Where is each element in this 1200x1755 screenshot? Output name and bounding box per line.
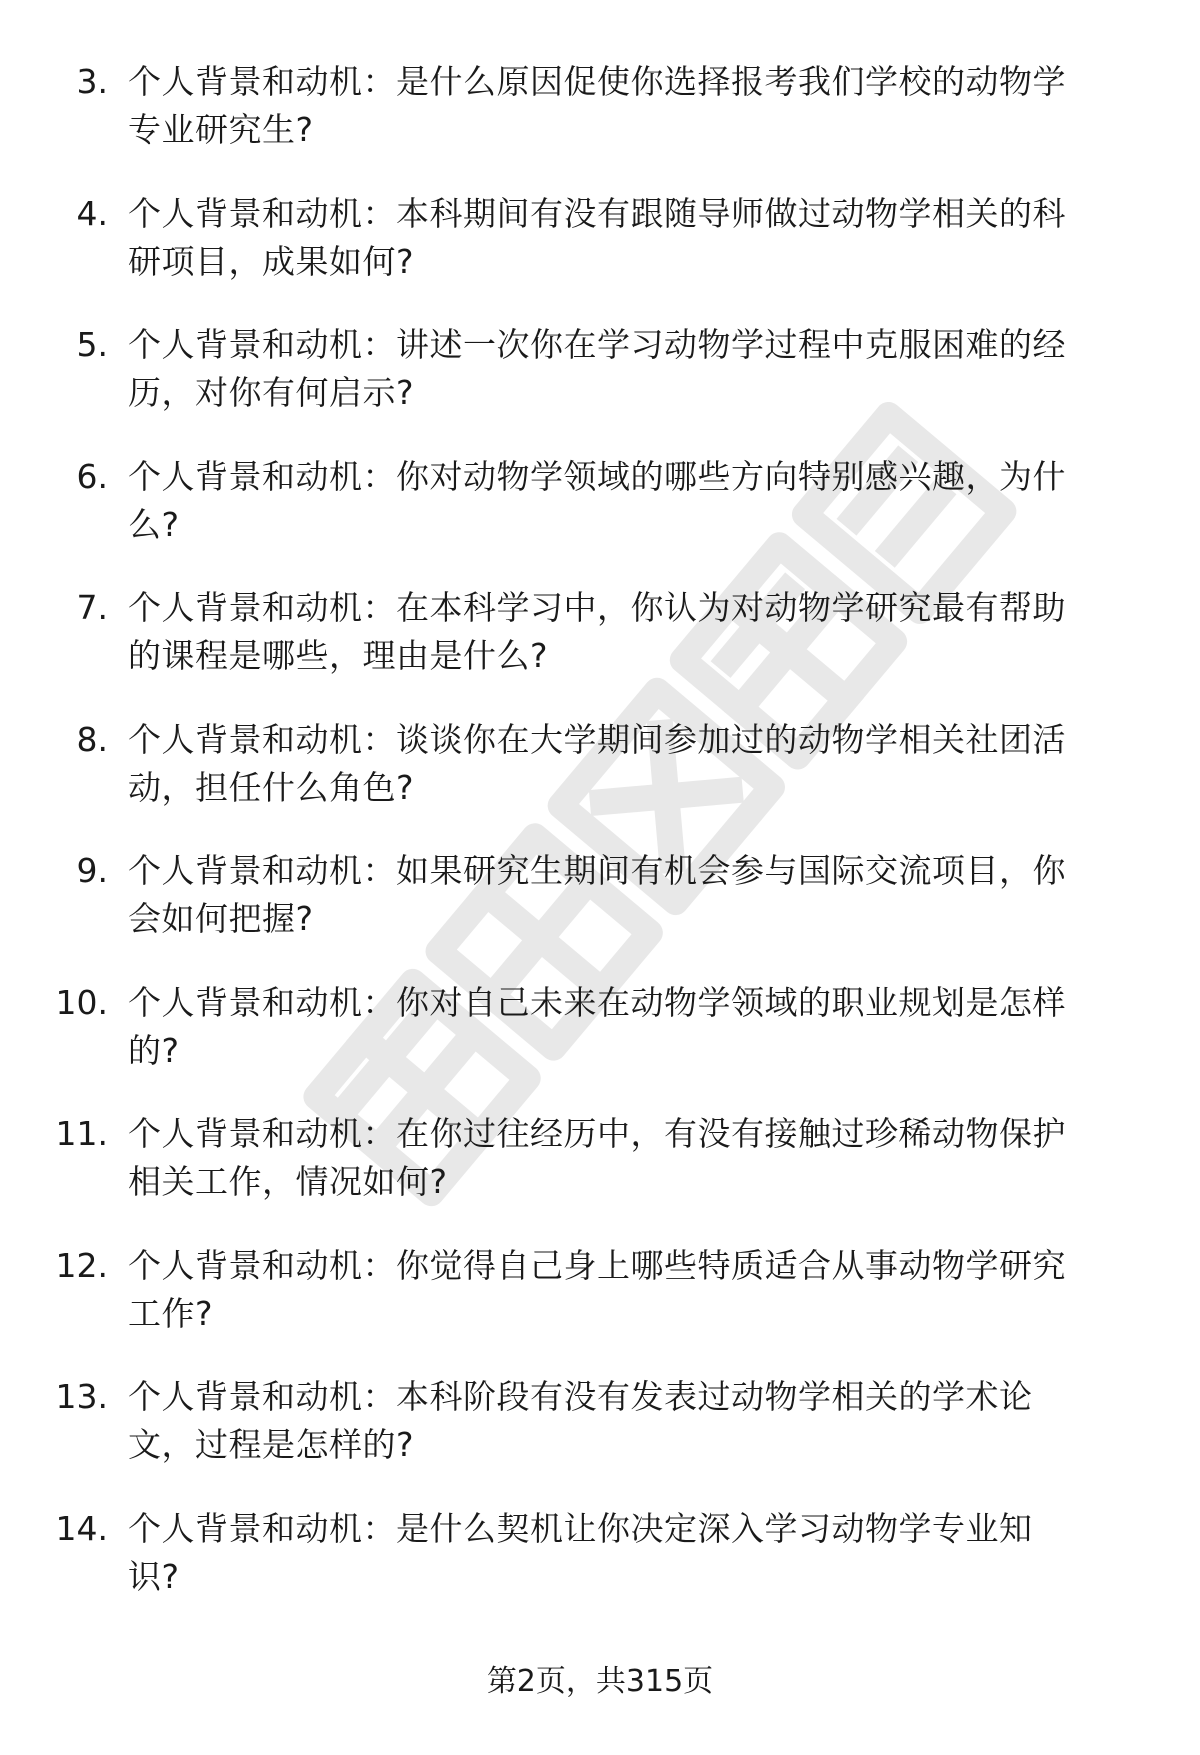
list-item xyxy=(0,979,1200,1111)
list-item xyxy=(0,453,1200,585)
question-line: 个人背景和动机：本科阶段有没有发表过动物学相关的学术论 xyxy=(128,1377,1033,1416)
list-item xyxy=(0,716,1200,848)
question-number: 6. xyxy=(76,456,108,496)
question-text xyxy=(128,453,1138,549)
question-text xyxy=(128,716,1138,812)
list-item xyxy=(0,1110,1200,1242)
list-item xyxy=(0,584,1200,716)
question-line: 个人背景和动机：本科期间有没有跟随导师做过动物学相关的科 xyxy=(128,193,1066,233)
question-number: 13. xyxy=(55,1377,108,1416)
question-line: 个人背景和动机：讲述一次你在学习动物学过程中克服困难的经 xyxy=(128,325,1066,364)
question-text xyxy=(128,1373,1138,1469)
question-number: 4. xyxy=(76,193,108,233)
question-text xyxy=(128,584,1138,680)
question-number: 11. xyxy=(55,1114,108,1153)
question-line: 个人背景和动机：你觉得自己身上哪些特质适合从事动物学研究 xyxy=(128,1245,1066,1285)
question-line: 识? xyxy=(128,1556,180,1596)
question-number: 8. xyxy=(76,719,108,759)
question-text xyxy=(128,1505,1138,1601)
question-line: 文，过程是怎样的? xyxy=(128,1425,415,1464)
question-text xyxy=(128,1242,1138,1338)
question-line: 个人背景和动机：你对动物学领域的哪些方向特别感兴趣，为什 xyxy=(128,456,1066,496)
list-item xyxy=(0,58,1200,190)
question-text xyxy=(128,979,1138,1075)
list-item xyxy=(0,847,1200,979)
question-line: 工作? xyxy=(128,1293,214,1333)
question-number: 7. xyxy=(76,588,108,627)
question-number: 12. xyxy=(55,1245,108,1285)
question-list xyxy=(0,58,1200,1636)
question-text xyxy=(128,847,1138,943)
question-line: 个人背景和动机：如果研究生期间有机会参与国际交流项目，你 xyxy=(128,851,1066,890)
question-line: 动，担任什么角色? xyxy=(128,767,415,807)
question-text xyxy=(128,1110,1138,1206)
question-number: 10. xyxy=(55,982,108,1022)
question-line: 的课程是哪些，理由是什么? xyxy=(128,636,549,675)
list-item xyxy=(0,190,1200,322)
question-line: 历，对你有何启示? xyxy=(128,373,415,412)
question-number: 5. xyxy=(76,325,108,364)
question-line: 个人背景和动机：你对自己未来在动物学领域的职业规划是怎样 xyxy=(128,982,1066,1022)
question-number: 9. xyxy=(76,851,108,890)
question-line: 相关工作，情况如何? xyxy=(128,1162,448,1201)
page-footer: 第2页，共315页 xyxy=(486,1664,714,1699)
question-line: 么? xyxy=(128,504,180,544)
question-line: 个人背景和动机：是什么契机让你决定深入学习动物学专业知 xyxy=(128,1508,1033,1548)
list-item xyxy=(0,321,1200,453)
question-line: 个人背景和动机：在本科学习中，你认为对动物学研究最有帮助 xyxy=(128,588,1066,627)
question-number: 14. xyxy=(55,1508,108,1548)
question-number: 3. xyxy=(76,62,108,101)
question-text xyxy=(128,321,1138,417)
list-item xyxy=(0,1242,1200,1374)
list-item xyxy=(0,1373,1200,1505)
list-item xyxy=(0,1505,1200,1637)
question-line: 研项目，成果如何? xyxy=(128,241,415,281)
question-text xyxy=(128,190,1138,286)
question-line: 个人背景和动机：谈谈你在大学期间参加过的动物学相关社团活 xyxy=(128,719,1066,759)
question-line: 个人背景和动机：在你过往经历中，有没有接触过珍稀动物保护 xyxy=(128,1114,1066,1153)
question-line: 专业研究生? xyxy=(128,110,314,149)
question-line: 会如何把握? xyxy=(128,899,314,938)
question-text xyxy=(128,58,1138,154)
question-line: 的? xyxy=(128,1030,180,1070)
question-line: 个人背景和动机：是什么原因促使你选择报考我们学校的动物学 xyxy=(128,62,1066,101)
